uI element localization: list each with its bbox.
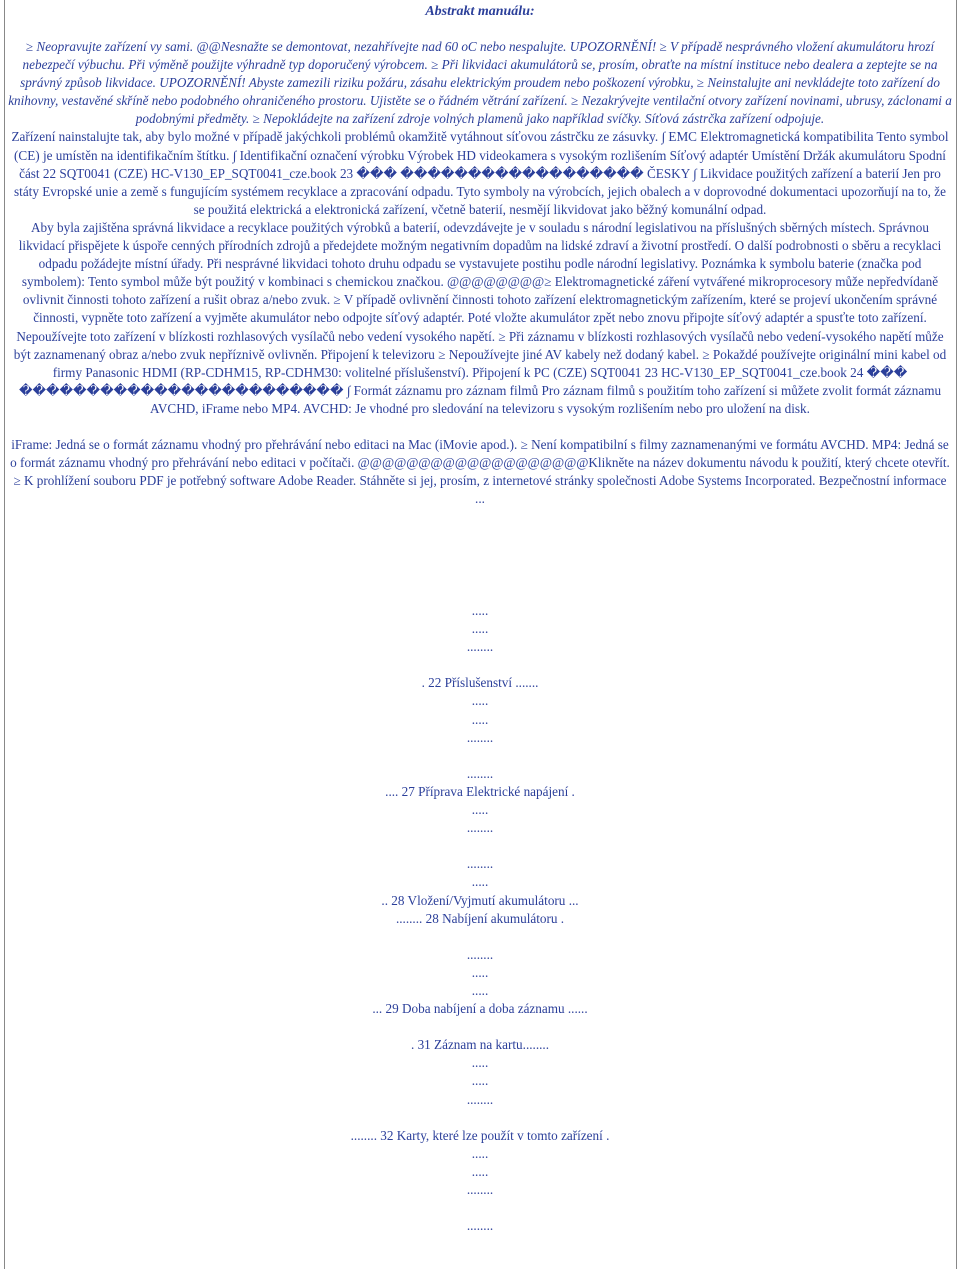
toc-line: .. 28 Vložení/Vyjmutí akumulátoru ... — [381, 892, 579, 908]
toc-line: ........ 28 Nabíjení akumulátoru . — [395, 910, 565, 926]
toc-line: ........ — [466, 856, 494, 872]
toc-line: ..... — [471, 1055, 489, 1071]
toc-line — [8, 1018, 952, 1036]
paragraph-formats: iFrame: Jedná se o formát záznamu vhodný pro přehrávání nebo editaci na Mac (iMovie apod.). ≥ Není kompatibilní s filmy zaznamenanými ve formátu AVCHD. MP4: Jedná se o formát záznamu vhodný pro přehrávání nebo editaci v počítači. @@@@@@@@@@@@@@@@@@@Klikněte na název dokumentu návodu k použití, který chcete otevřít. ≥ K prohlížení souboru PDF je potřebný software Adobe Reader. Stáhněte si jej, prosím, z internetové stránky společnosti Adobe Systems Incorporated. Bezpečnostní informace ... — [10, 436, 950, 507]
toc-line: .... 27 Příprava Elektrické napájení . — [385, 783, 575, 799]
toc-line: ........ — [466, 946, 494, 962]
toc-line — [8, 747, 952, 765]
toc-line: ..... — [471, 711, 489, 727]
paragraph-emc: Zařízení nainstalujte tak, aby bylo možné v případě jakýchkoli problémů okamžitě vytáhnout síťovou zástrčku ze zásuvky. ∫ EMC Elektromagnetická kompatibilita Tento symbol (CE) je umístěn na identifikačním štítku. ∫ Identifikační označení výrobku Výrobek HD videokamera s vysokým rozlišením Síťový adaptér Umístění Držák akumulátoru Spodní část 22 SQT0041 (CZE) HC-V130_EP_SQT0041_cze.book 23 ��� ������������������ ČESKY ∫ Likvidace použitých zařízení a baterií Jen pro státy Evropské unie a země s fungujícím systémem recyklace a zpracování odpadu. Tyto symboly na výrobcích, jejich obalech a v doprovodné dokumentaci upozorňují na to, že se použitá elektrická a elektronická zařízení, včetně baterií, nesmějí likvidovat jako běžný komunální odpad. — [11, 129, 949, 217]
toc-line — [8, 1109, 952, 1127]
table-of-contents — [8, 602, 952, 1235]
toc-line: ..... — [471, 1073, 489, 1089]
toc-line — [8, 656, 952, 674]
toc-line — [8, 837, 952, 855]
toc-line: ........ — [466, 765, 494, 781]
toc-line: ..... — [471, 1163, 489, 1179]
toc-line: ..... — [471, 621, 489, 637]
toc-line: ..... — [471, 982, 489, 998]
page-title: Abstrakt manuálu: — [425, 4, 535, 19]
toc-line: ..... — [471, 802, 489, 818]
toc-line: ..... — [471, 874, 489, 890]
toc-line: ........ — [466, 639, 494, 655]
toc-line: . 31 Záznam na kartu........ — [410, 1037, 550, 1053]
paragraph-safety: ≥ Neopravujte zařízení vy sami. @@Nesnažte se demontovat, nezahřívejte nad 60 oC nebo nespalujte. UPOZORNĚNÍ! ≥ V případě nesprávného vložení akumulátoru hrozí nebezpečí výbuchu. Při výměně použijte výhradně typ doporučený výrobcem. ≥ Při likvidaci akumulátorů se, prosím, obraťte na místní instituce nebo dealera a zeptejte se na správný způsob likvidace. UPOZORNĚNÍ! Abyste zamezili riziku požáru, zásahu elektrickým proudem nebo poškození výrobku, ≥ Neinstalujte ani nevkládejte toto zařízení do knihovny, vestavěné skříně nebo podobného ohraničeného prostoru. Ujistěte se o řádném větrání zařízení. ≥ Nezakrývejte ventilační otvory zařízení novinami, ubrusy, záclonami a podobnými předměty. ≥ Nepokládejte na zařízení zdroje volných plamenů jako například svíčky. Síťová zástrčka zařízení odpojuje. — [8, 39, 952, 127]
toc-line: ..... — [471, 693, 489, 709]
toc-line: ... 29 Doba nabíjení a doba záznamu ...... — [372, 1001, 588, 1017]
toc-line: ........ — [466, 1182, 494, 1197]
toc-line — [8, 1199, 952, 1217]
toc-line: ..... — [471, 964, 489, 980]
toc-line: ........ — [466, 729, 494, 745]
paragraph-disposal: Aby byla zajištěna správná likvidace a recyklace použitých výrobků a baterií, odevzdávejte je v souladu s národní legislativou na příslušných sběrných místech. Správnou likvidací přispějete k úspoře cenných přírodních zdrojů a předejdete možným negativním dopadům na lidské zdraví a životní prostředí. O další podrobnosti o sběru a recyklaci odpadu požádejte místní úřady. Při nesprávné likvidaci tohoto druhu odpadu se vystavujete postihu podle národní legislativy. Poznámka k symbolu baterie (značka pod symbolem): Tento symbol může být použitý v kombinaci s chemickou značkou. @@@@@@@@≥ Elektromagnetické záření vytvářené mikroprocesory může nepředvídaně ovlivnit činnosti tohoto zařízení a rušit obraz a/nebo zvuk. ≥ V případě ovlivnění činnosti tohoto zařízení elektromagnetickým zařízením, které se projeví ukončením správné činnosti, vypněte toto zařízení a vyjměte akumulátor nebo odpojte síťový adaptér. Poté vložte akumulátor zpět nebo znovu připojte síťový adaptér a spusťte toto zařízení. Nepoužívejte toto zařízení v blízkosti rozhlasových vysílačů nebo vedení vysokého napětí. ≥ Při záznamu v blízkosti rozhlasových vysílačů nebo vedení-vysokého napětí může být zaznamenaný obraz a/nebo zvuk nepříznivě ovlivněn. Připojení k televizoru ≥ Nepoužívejte jiné AV kabely než dodaný kabel. ≥ Pokaždé používejte originální mini kabel od firmy Panasonic HDMI (RP-CDHM15, RP-CDHM30: volitelné příslušenství). Připojení k PC (CZE) SQT0041 23 HC-V130_EP_SQT0041_cze.book 24 ��� ������������������������ ∫ Formát záznamu pro záznam filmů Pro záznam filmů s použitím toho zařízení si můžete zvolit formát záznamu AVCHD, iFrame nebo MP4. AVCHD: Je vhodné pro sledování na televizoru s vysokým rozlišením nebo pro uložení na disk. — [13, 219, 947, 416]
toc-line: ........ — [466, 820, 494, 836]
toc-line: ..... — [471, 1145, 489, 1161]
toc-line: ........ — [466, 1091, 494, 1107]
toc-line: . 22 Příslušenství ....... — [421, 675, 539, 691]
manual-abstract — [8, 38, 952, 508]
toc-line — [8, 928, 952, 946]
toc-line: ........ — [466, 1218, 494, 1234]
toc-line: ........ 32 Karty, které lze použít v tomto zařízení . — [350, 1127, 610, 1143]
toc-line: ..... — [471, 603, 489, 618]
